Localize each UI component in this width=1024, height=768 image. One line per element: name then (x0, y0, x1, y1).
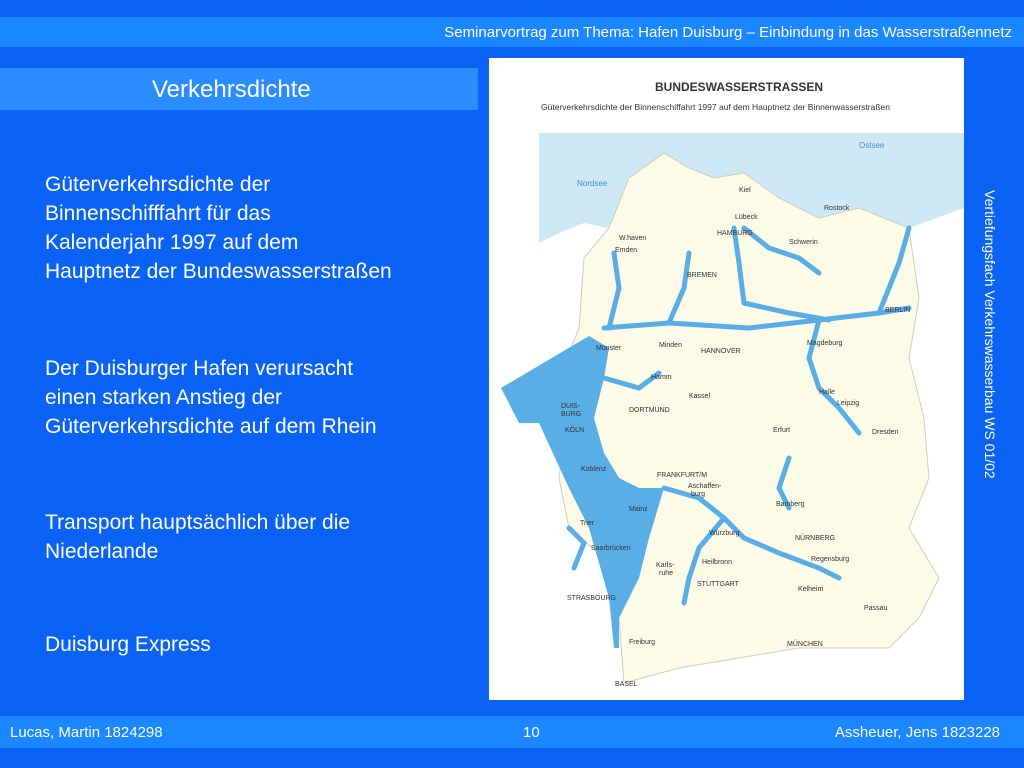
course-label: Vertiefungsfach Verkehrswasserbau WS 01/02 (982, 190, 998, 479)
map-sea-label: Nordsee (577, 179, 608, 188)
map-subtitle: Güterverkehrsdichte der Binnenschiffahrt 1997 auf dem Hauptnetz der Binnenwasserstraßen (541, 102, 891, 112)
map-city-label: DORTMUND (629, 407, 670, 414)
map-city-label: Kiel (739, 187, 751, 194)
map-city-label: ruhe (659, 570, 674, 577)
map-city-label: Erfurt (773, 427, 791, 434)
map-city-label: Hamm (651, 374, 672, 381)
map-city-label: burg (691, 491, 706, 498)
map-city-label: Heilbronn (702, 559, 732, 566)
map-city-label: Karls- (656, 562, 675, 569)
map-sea-label: Ostsee (859, 141, 885, 150)
map-city-label: Münster (596, 345, 622, 352)
map-city-label: BURG (561, 411, 582, 418)
footer-left: Lucas, Martin 1824298 (10, 724, 163, 741)
map-city-label: Würzburg (709, 530, 740, 537)
map-city-label: Lübeck (735, 214, 758, 221)
map-city-label: Regensburg (811, 556, 850, 563)
map-city-label: KÖLN (565, 427, 585, 434)
map-city-label: STRASBOURG (567, 595, 617, 602)
map-city-label: Rostock (824, 205, 850, 212)
map-city-label: Saarbrücken (591, 545, 631, 552)
map-city-label: BREMEN (687, 272, 717, 279)
map-city-label: Leipzig (837, 400, 860, 407)
bullet-text: Güterverkehrsdichte der Binnenschifffahrt für das Kalenderjahr 1997 auf dem Hauptnetz der Bundeswasserstraßen (45, 173, 392, 283)
map-city-label: HAMBURG (717, 230, 753, 237)
footer-bar (0, 716, 1024, 748)
map-city-label: Halle (819, 389, 835, 396)
slide-title-bar (0, 68, 478, 110)
map-city-label: W.haven (619, 235, 647, 242)
map-city-label: DUIS- (561, 403, 581, 410)
map-city-label: FRANKFURT/M (657, 472, 708, 479)
map-city-label: Schwerin (789, 239, 818, 246)
map-city-label: Minden (659, 342, 682, 349)
bullet-text: Duisburg Express (45, 633, 211, 656)
map-city-label: Passau (864, 605, 888, 612)
map-city-label: Koblenz (581, 466, 607, 473)
map-city-label: Kelheim (798, 586, 824, 593)
map-title: BUNDESWASSERSTRASSEN (655, 80, 824, 94)
footer-right: Assheuer, Jens 1823228 (834, 724, 1000, 741)
map-city-label: Kassel (689, 393, 711, 400)
waterway-map (489, 58, 964, 700)
bullet-text: Transport hauptsächlich über die Niederlande (45, 511, 351, 563)
map-city-label: Bamberg (776, 501, 805, 508)
map-city-label: Emden (615, 247, 638, 254)
germany-waterway-map-image (489, 58, 964, 700)
map-city-label: Dresden (872, 429, 899, 436)
map-city-label: HANNOVER (701, 348, 741, 355)
header-bar (0, 17, 1024, 47)
map-city-label: Trier (580, 520, 595, 527)
bullet-text: Der Duisburger Hafen verursacht einen starken Anstieg der Güterverkehrsdichte auf dem Rhein (45, 357, 377, 438)
page-number: 10 (523, 724, 540, 741)
map-city-label: BERLIN (885, 307, 911, 314)
map-city-label: Aschaffen- (688, 483, 722, 490)
map-city-label: BASEL (615, 681, 638, 688)
slide-title: Verkehrsdichte (152, 76, 311, 103)
map-city-label: Mainz (629, 506, 648, 513)
map-city-label: MÜNCHEN (787, 641, 823, 648)
map-city-label: STUTTGART (697, 581, 739, 588)
map-city-label: NÜRNBERG (795, 535, 836, 542)
map-city-label: Magdeburg (807, 340, 843, 347)
map-city-label: Freiburg (629, 639, 656, 646)
header-text: Seminarvortrag zum Thema: Hafen Duisburg – Einbindung in das Wasserstraßennetz (444, 24, 1012, 41)
